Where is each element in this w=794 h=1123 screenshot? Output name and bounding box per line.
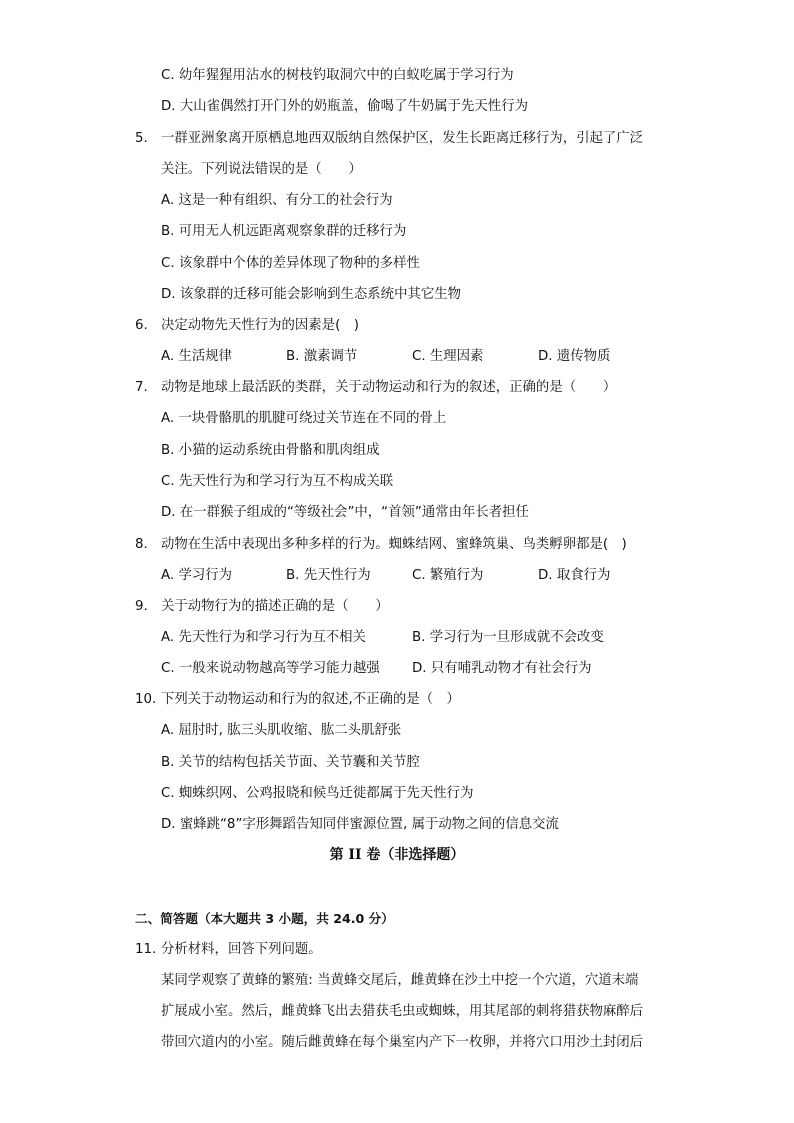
- option-b: B. 激素调节: [286, 349, 358, 364]
- question-stem: 动物是地球上最活跃的类群，关于动物运动和行为的叙述，正确的是（ ）: [161, 380, 617, 395]
- question-stem: 下列关于动物运动和行为的叙述,不正确的是（ ）: [161, 692, 460, 707]
- part-title: 二、简答题（本大题共 3 小题，共 24.0 分）: [135, 911, 394, 926]
- option-b: B. 小猫的运动系统由骨骼和肌肉组成: [161, 443, 380, 458]
- section-title: 第 II 卷（非选择题）: [329, 847, 465, 863]
- option-a: A. 一块骨骼肌的肌腱可绕过关节连在不同的骨上: [161, 411, 447, 426]
- option-d: D. 只有哺乳动物才有社会行为: [412, 661, 592, 676]
- option-c: C. 蜘蛛织网、公鸡报晓和候鸟迁徙都属于先天性行为: [161, 786, 474, 801]
- option-c: C. 生理因素: [412, 349, 484, 364]
- question-number: 10.: [135, 692, 157, 707]
- question-number: 7.: [135, 380, 148, 395]
- question-number: 5.: [135, 131, 148, 146]
- passage-line: 带回穴道内的小室。随后雌黄蜂在每个巢室内产下一枚卵，并将穴口用沙土封闭后: [161, 1035, 644, 1050]
- option-a: A. 生活规律: [161, 349, 232, 364]
- option-b: B. 先天性行为: [286, 568, 371, 583]
- question-number: 6.: [135, 318, 148, 333]
- option-d: D. 该象群的迁移可能会影响到生态系统中其它生物: [161, 287, 462, 302]
- option-c-prev: C. 幼年猩猩用沾水的树枝钓取洞穴中的白蚁吃属于学习行为: [161, 68, 514, 83]
- question-number: 9.: [135, 599, 148, 614]
- option-d: D. 在一群猴子组成的“等级社会”中，“首领”通常由年长者担任: [161, 505, 529, 520]
- question-stem: 决定动物先天性行为的因素是( ): [161, 318, 359, 333]
- option-d-prev: D. 大山雀偶然打开门外的奶瓶盖，偷喝了牛奶属于先天性行为: [161, 99, 528, 114]
- question-number: 11.: [135, 942, 157, 957]
- option-b: B. 学习行为一旦形成就不会改变: [412, 630, 604, 645]
- option-d: D. 取食行为: [538, 568, 611, 583]
- question-stem: 动物在生活中表现出多种多样的行为。蜘蛛结网、蜜蜂筑巢、鸟类孵卵都是( ): [161, 537, 627, 552]
- option-c: C. 该象群中个体的差异体现了物种的多样性: [161, 256, 420, 271]
- question-stem: 一群亚洲象离开原栖息地西双版纳自然保护区，发生长距离迁移行为，引起了广泛: [161, 131, 644, 146]
- option-a: A. 学习行为: [161, 568, 232, 583]
- question-stem: 分析材料，回答下列问题。: [161, 942, 322, 957]
- question-stem-cont: 关注。下列说法错误的是（ ）: [161, 162, 362, 177]
- option-a: A. 这是一种有组织、有分工的社会行为: [161, 193, 393, 208]
- option-c: C. 先天性行为和学习行为互不构成关联: [161, 474, 394, 489]
- option-d: D. 遗传物质: [538, 349, 611, 364]
- option-b: B. 可用无人机远距离观察象群的迁移行为: [161, 224, 407, 239]
- option-b: B. 关节的结构包括关节面、关节囊和关节腔: [161, 755, 420, 770]
- option-c: C. 一般来说动物越高等学习能力越强: [161, 661, 380, 676]
- question-stem: 关于动物行为的描述正确的是（ ）: [161, 599, 389, 614]
- option-d: D. 蜜蜂跳“8”字形舞蹈告知同伴蜜源位置, 属于动物之间的信息交流: [161, 817, 559, 832]
- option-a: A. 屈肘时, 肱三头肌收缩、肱二头肌舒张: [161, 723, 402, 738]
- question-number: 8.: [135, 537, 148, 552]
- option-a: A. 先天性行为和学习行为互不相关: [161, 630, 366, 645]
- passage-line: 扩展成小室。然后，雌黄蜂飞出去猎获毛虫或蜘蛛，用其尾部的刺将猎获物麻醉后: [161, 1004, 644, 1019]
- option-c: C. 繁殖行为: [412, 568, 484, 583]
- passage-line: 某同学观察了黄蜂的繁殖: 当黄蜂交尾后，雌黄蜂在沙土中挖一个穴道，穴道末端: [161, 973, 639, 988]
